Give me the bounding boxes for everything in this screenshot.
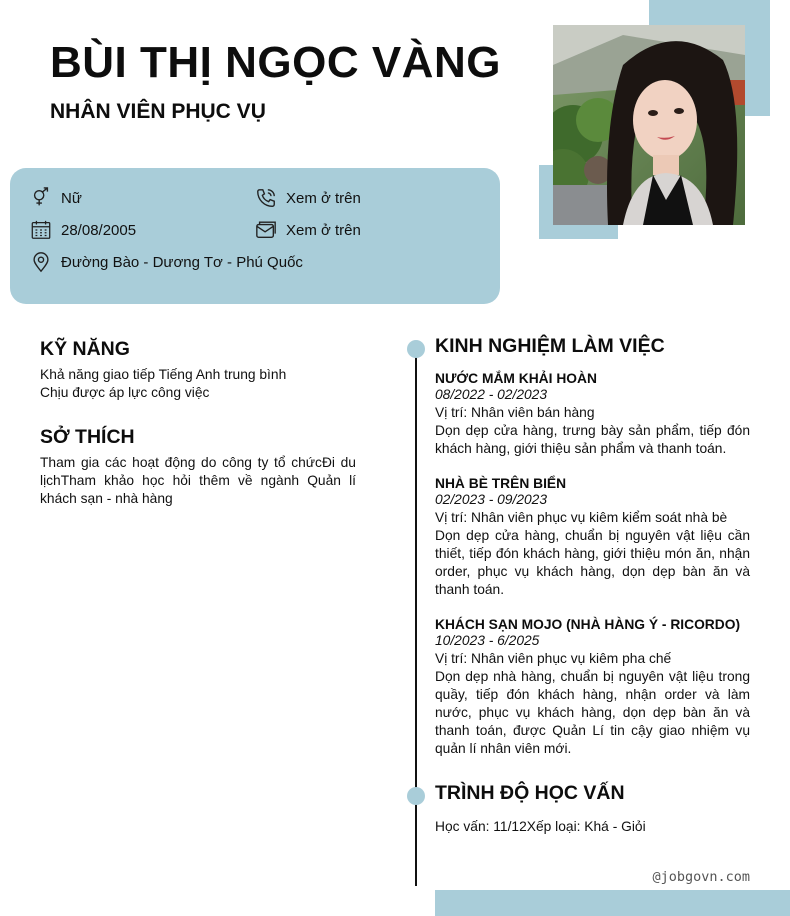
education-heading: TRÌNH ĐỘ HỌC VẤN — [435, 782, 625, 804]
skills-heading: KỸ NĂNG — [40, 338, 130, 360]
birthdate-value: 28/08/2005 — [61, 221, 137, 239]
job-entry — [435, 617, 750, 758]
job-position: Vị trí: Nhân viên bán hàng — [435, 405, 595, 420]
job-date: 08/2022 - 02/2023 — [435, 387, 548, 402]
candidate-name: BÙI THỊ NGỌC VÀNG — [50, 38, 501, 87]
timeline-line — [415, 348, 417, 886]
phone-icon — [255, 187, 277, 209]
job-date: 02/2023 - 09/2023 — [435, 492, 548, 507]
envelope-icon — [255, 219, 277, 241]
job-date: 10/2023 - 6/2025 — [435, 633, 540, 648]
education-text: Học vấn: 11/12Xếp loại: Khá - Giỏi — [435, 819, 646, 834]
experience-heading: KINH NGHIỆM LÀM VIỆC — [435, 335, 665, 357]
job-company: KHÁCH SẠN MOJO (NHÀ HÀNG Ý - RICORDO) — [435, 617, 741, 632]
gender-icon — [30, 187, 52, 209]
job-position: Vị trí: Nhân viên phục vụ kiêm pha chế — [435, 651, 672, 666]
phone-value: Xem ở trên — [286, 189, 361, 207]
job-company: NƯỚC MẮM KHẢI HOÀN — [435, 371, 597, 386]
hobbies-heading: SỞ THÍCH — [40, 426, 135, 448]
job-position: Vị trí: Nhân viên phục vụ kiêm kiểm soát nhà bè — [435, 510, 728, 525]
job-description: Dọn dẹp nhà hàng, chuẩn bị nguyên vật liệu trong quầy, tiếp đón khách hàng, nhận order và làm nước, phục vụ khách hàng, dọn dẹp bàn ăn và thanh toán, được Quản Lí tin cậy giao nhiệm vụ quản lí nhân viên mới. — [435, 669, 750, 756]
info-address — [30, 251, 303, 273]
timeline-dot-experience — [407, 340, 425, 358]
job-description: Dọn dẹp cửa hàng, trưng bày sản phẩm, tiếp đón khách hàng, giới thiệu sản phẩm và thanh toán. — [435, 423, 750, 456]
info-phone — [255, 187, 361, 209]
footer-accent-bar — [435, 890, 790, 916]
email-value: Xem ở trên — [286, 221, 361, 239]
watermark: @jobgovn.com — [652, 869, 750, 885]
job-company: NHÀ BÈ TRÊN BIỂN — [435, 476, 567, 491]
info-gender — [30, 187, 82, 209]
gender-value: Nữ — [61, 189, 82, 207]
skill-item: Chịu được áp lực công việc — [40, 385, 210, 400]
job-description: Dọn dẹp cửa hàng, chuẩn bị nguyên vật liệu cần thiết, tiếp đón khách hàng, giới thiệu món ăn, nhận order, phục vụ khách hàng, dọn dẹp bàn ăn và thanh toán. — [435, 528, 750, 597]
job-entry — [435, 371, 750, 458]
job-entry — [435, 476, 750, 599]
info-email — [255, 219, 361, 241]
profile-photo — [553, 25, 745, 225]
location-pin-icon — [30, 251, 52, 273]
timeline-dot-education — [407, 787, 425, 805]
skills-list — [40, 366, 360, 402]
info-birthdate — [30, 219, 136, 241]
calendar-icon — [30, 219, 52, 241]
skill-item: Khả năng giao tiếp Tiếng Anh trung bình — [40, 367, 287, 382]
address-value: Đường Bào - Dương Tơ - Phú Quốc — [61, 253, 303, 271]
job-title: NHÂN VIÊN PHỤC VỤ — [50, 100, 266, 123]
hobbies-text: Tham gia các hoạt động do công ty tổ chứcĐi du lịchTham khảo học hỏi thêm về ngành Quản lí khách sạn - nhà hàng — [40, 455, 356, 506]
